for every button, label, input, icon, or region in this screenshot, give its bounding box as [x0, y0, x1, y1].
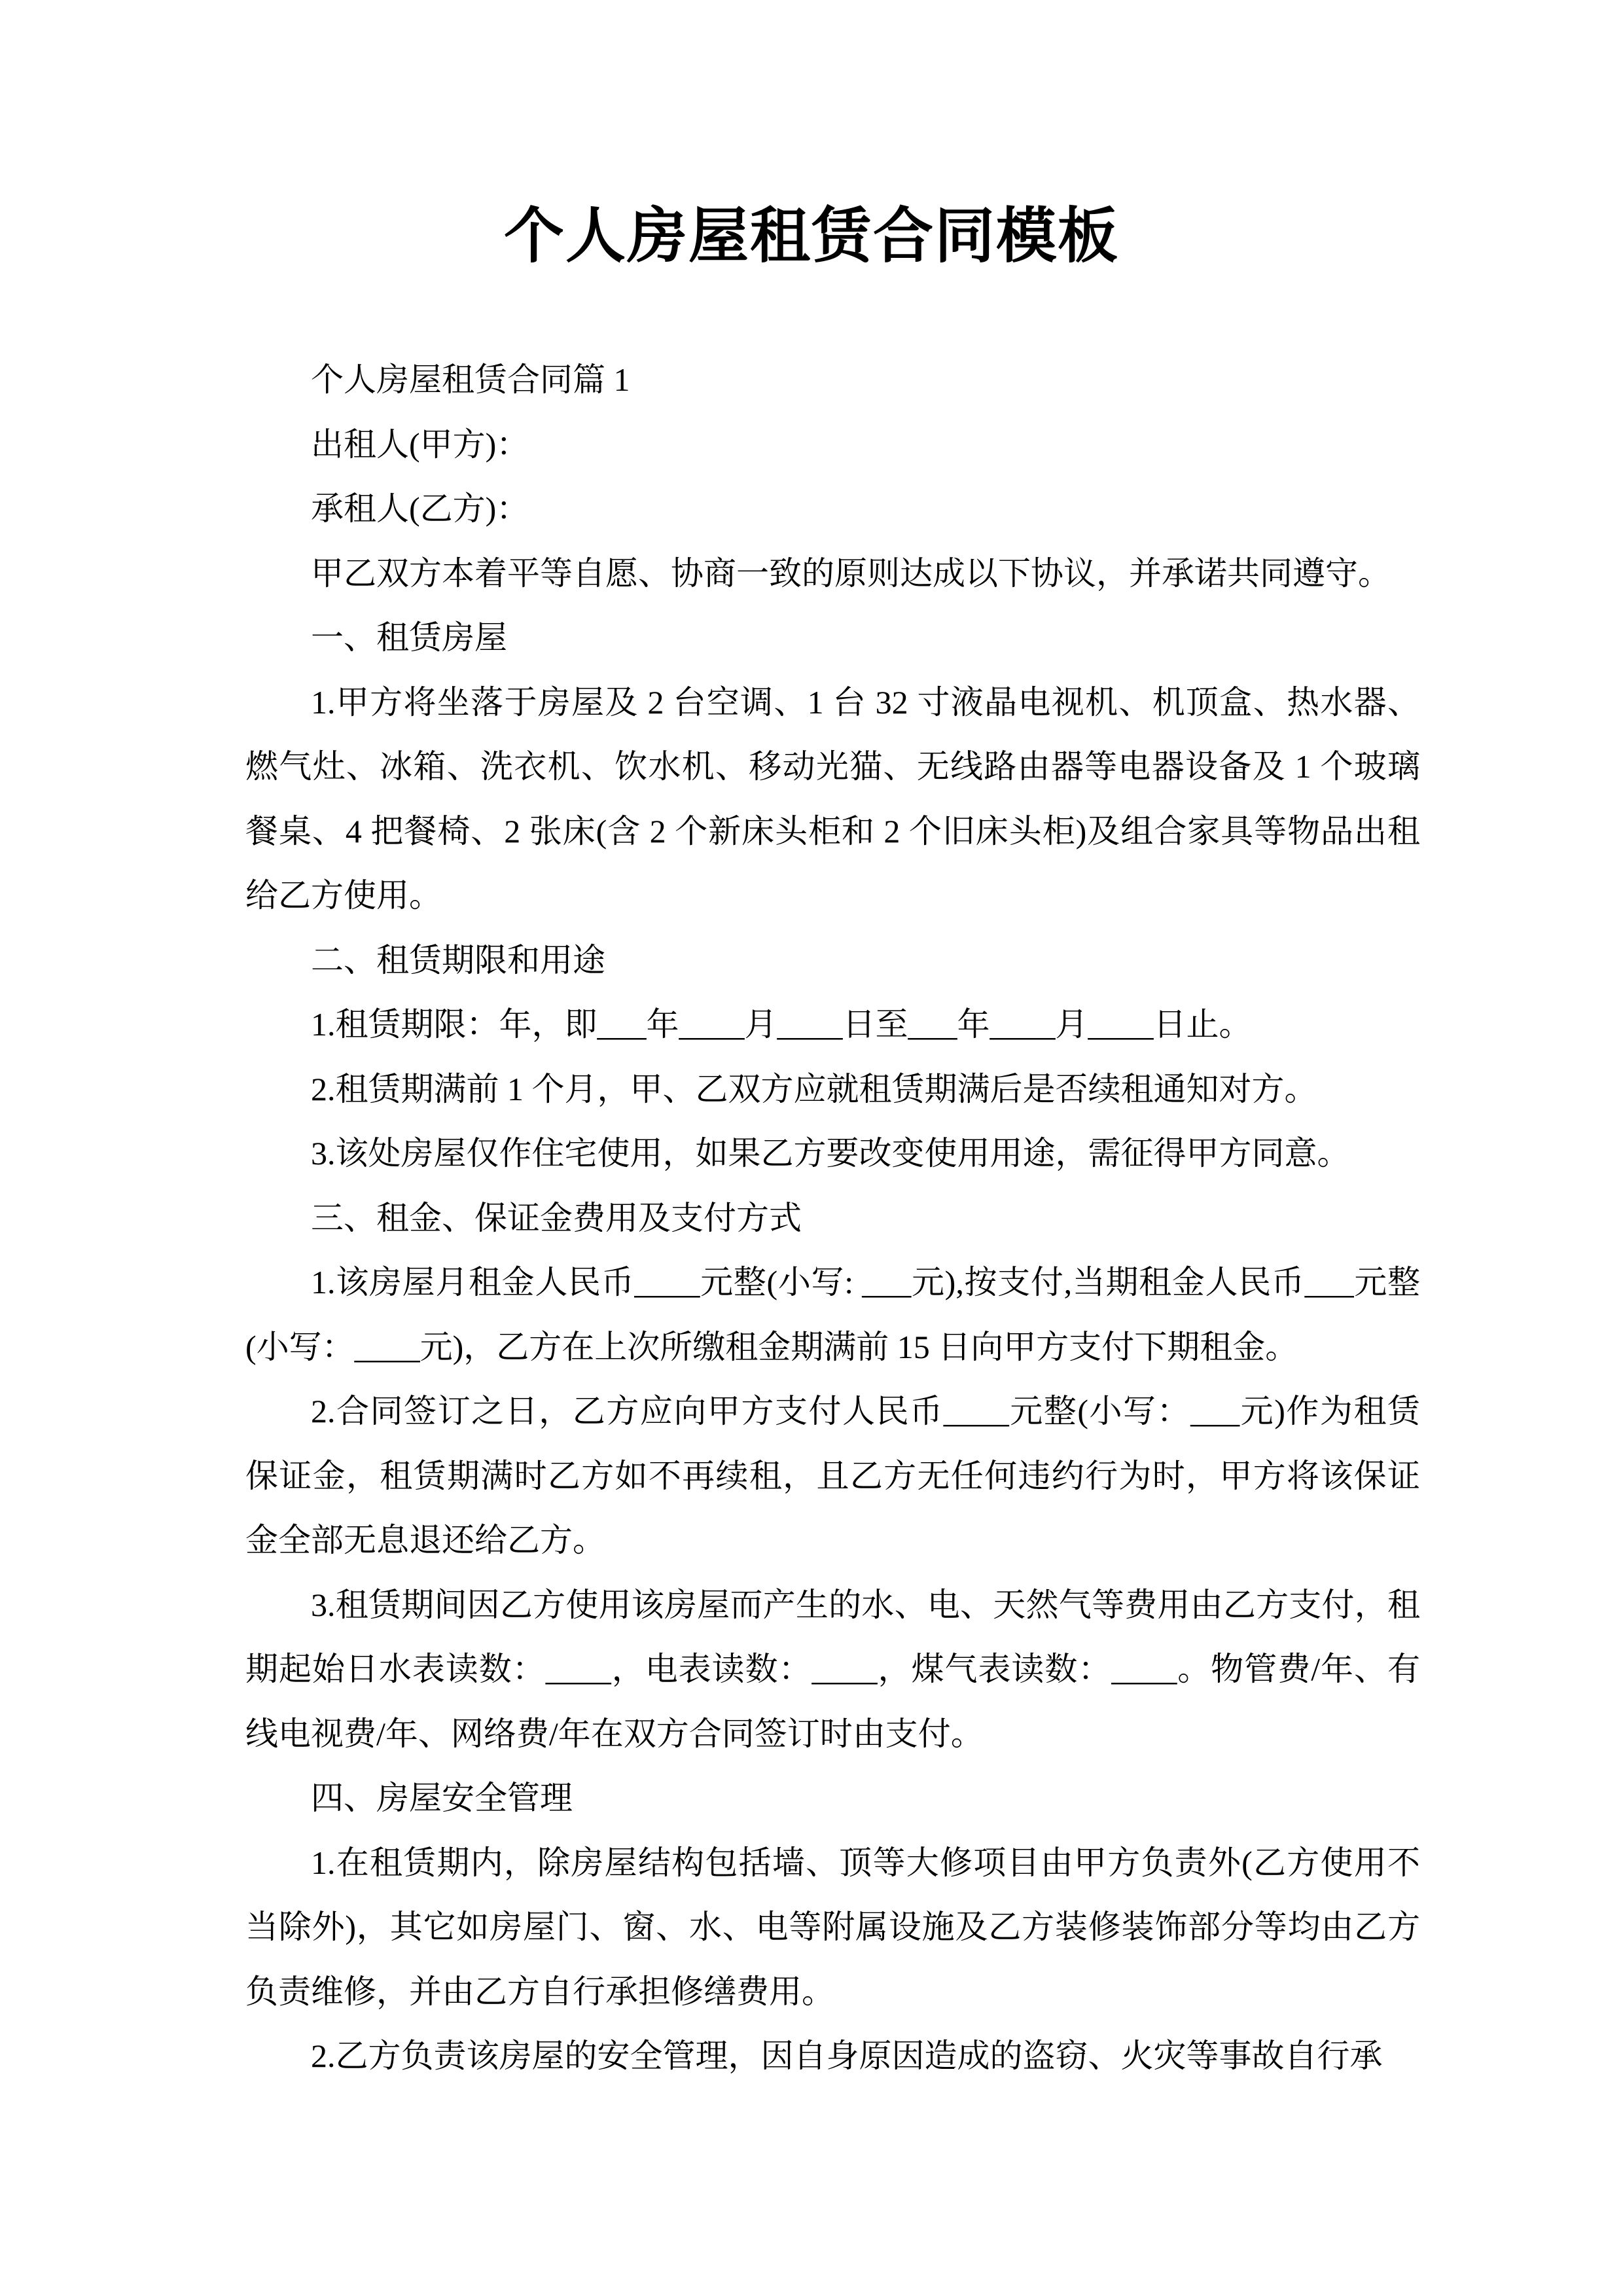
paragraph-section-label: 个人房屋租赁合同篇 1	[311, 361, 630, 398]
paragraph-section-1-item-1: 1.甲方将坐落于房屋及 2 台空调、1 台 32 寸液晶电视机、机顶盒、热水器、燃气灶、冰箱、洗衣机、饮水机、移动光猫、无线路由器等电器设备及 1 个玻璃餐桌、4 把餐椅、2 张床(含 2 个新床头柜和 2 个旧床头柜)及组合家具等物品出租给乙方使用。	[245, 683, 1420, 914]
heading-section-2: 二、租赁期限和用途	[311, 941, 605, 978]
paragraph-preamble: 甲乙双方本着平等自愿、协商一致的原则达成以下协议，并承诺共同遵守。	[311, 554, 1391, 592]
heading-section-3: 三、租金、保证金费用及支付方式	[311, 1199, 802, 1236]
document-title: 个人房屋租赁合同模板	[503, 203, 1119, 270]
paragraph-section-3-item-1: 1.该房屋月租金人民币____元整(小写: ___元),按支付,当期租金人民币___元整(小写：____元)，乙方在上次所缴租金期满前 15 日向甲方支付下期租金。	[245, 1264, 1420, 1365]
paragraph-section-3-item-2: 2.合同签订之日，乙方应向甲方支付人民币____元整(小写：___元)作为租赁保证金，租赁期满时乙方如不再续租，且乙方无任何违约行为时，甲方将该保证金全部无息退还给乙方。	[245, 1393, 1420, 1558]
contract-body	[245, 348, 1420, 2089]
heading-section-4: 四、房屋安全管理	[311, 1780, 573, 1816]
paragraph-section-2-item-3: 3.该处房屋仅作住宅使用，如果乙方要改变使用用途，需征得甲方同意。	[311, 1135, 1350, 1172]
paragraph-section-2-item-1: 1.租赁期限：年，即___年____月____日至___年____月____日止。	[311, 1006, 1252, 1043]
heading-section-1: 一、租赁房屋	[311, 619, 507, 656]
paragraph-lessor-line: 出租人(甲方)：	[311, 425, 529, 463]
paragraph-section-4-item-2: 2.乙方负责该房屋的安全管理，因自身原因造成的盗窃、火灾等事故自行承	[311, 2037, 1383, 2074]
paragraph-section-2-item-2: 2.租赁期满前 1 个月，甲、乙双方应就租赁期满后是否续租通知对方。	[311, 1070, 1317, 1107]
paragraph-section-3-item-3: 3.租赁期间因乙方使用该房屋而产生的水、电、天然气等费用由乙方支付，租期起始日水表读数：____，电表读数：____，煤气表读数：____。物管费/年、有线电视费/年、网络费/年在双方合同签订时由支付。	[245, 1586, 1420, 1752]
paragraph-section-4-item-1: 1.在租赁期内，除房屋结构包括墙、顶等大修项目由甲方负责外(乙方使用不当除外)，其它如房屋门、窗、水、电等附属设施及乙方装修装饰部分等均由乙方负责维修，并由乙方自行承担修缮费用。	[245, 1844, 1420, 2010]
paragraph-lessee-line: 承租人(乙方)：	[311, 490, 529, 527]
